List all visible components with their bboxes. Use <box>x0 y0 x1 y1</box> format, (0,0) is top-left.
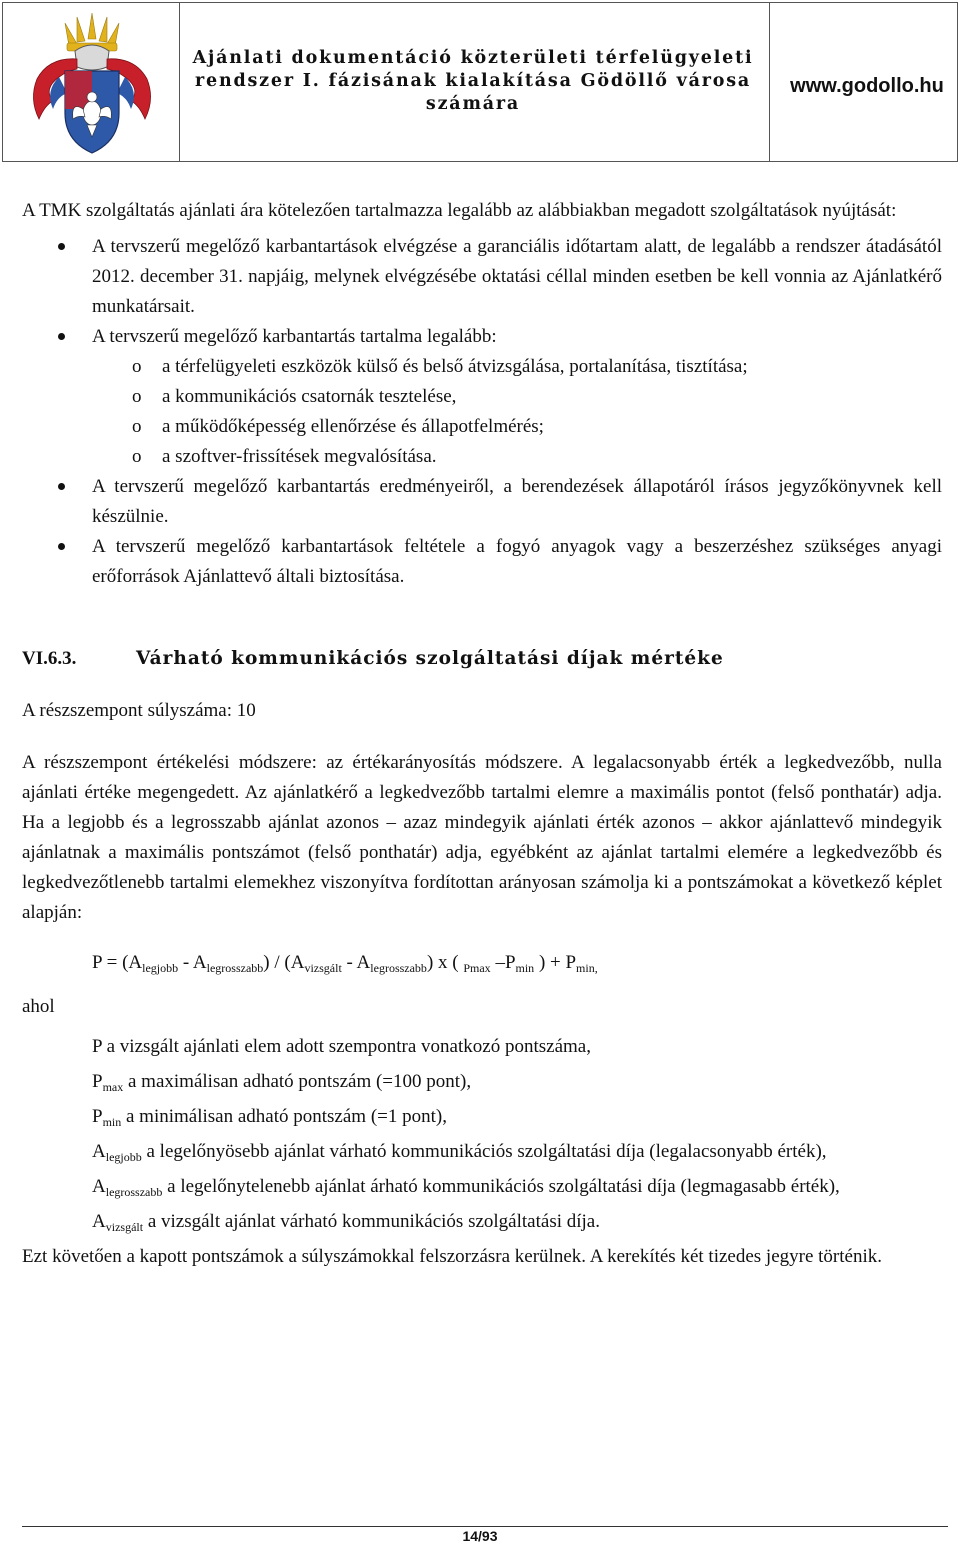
service-list <box>22 232 942 592</box>
list-item <box>22 322 942 472</box>
method-paragraph: A részszempont értékelési módszere: az értékarányosítás módszere. A legalacsonyabb érték a legkedvezőbb, nulla ajánlati értéke megengedett. Az ajánlatkérő a legkedvezőbb tartalmi elemre a maximális pontot (felső ponthatár) adja. Ha a legjobb és a legrosszabb ajánlat azonos – azaz mindegyik ajánlati érték azonos – akkor ajánlattevő mindegyik ajánlatnak a maximális pontszámot (felső ponthatár) adja, egyébként az ajánlat tartalmi elemére a legkedvezőbb és legkedvezőtlenebb tartalmi elemekhez viszonyítva fordítottan arányosan számolja ki a pontszámokat a következő képlet alapján: <box>22 752 942 923</box>
section-heading <box>22 644 942 674</box>
list-item: A tervszerű megelőző karbantartások feltétele a fogyó anyagok vagy a beszerzéshez szükséges anyagi erőforrások Ajánlattevő általi biztosítása. <box>22 532 942 592</box>
definition-item: $P_{max}$ a maximálisan adható pontszám (=100 pont), <box>92 1071 472 1094</box>
sub-list <box>92 352 942 472</box>
page-header <box>2 2 958 162</box>
definitions-list <box>22 1032 942 1237</box>
section-title: Várható kommunikációs szolgáltatási díjak mértéke <box>136 648 724 669</box>
weight-line <box>22 696 942 726</box>
intro-paragraph: A TMK szolgáltatás ajánlati ára kötelezően tartalmazza legalább az alábbiakban megadott szolgáltatások nyújtását: <box>22 200 897 221</box>
definition-item: $P_{min}$ a minimálisan adható pontszám (=1 pont), <box>92 1106 447 1129</box>
definition-item: P a vizsgált ajánlati elem adott szempontra vonatkozó pontszáma, <box>92 1036 591 1057</box>
scoring-formula: $P = (A_{legjobb} - A_{legrosszabb}) / (A_{vizsgált} - A_{legrosszabb})$ x ( $_{Pmax}$ $-P_{min}$ ) + $P_{min,}$ <box>92 952 598 975</box>
page-number: 14/93 <box>462 1528 498 1544</box>
weight-value: 10 <box>236 700 256 721</box>
list-item-label: A tervszerű megelőző karbantartás tartalma legalább: <box>92 326 497 347</box>
document-body <box>22 196 942 1272</box>
closing-paragraph: Ezt követően a kapott pontszámok a súlyszámokkal felszorzásra kerülnek. A kerekítés két tizedes jegyre történik. <box>22 1246 882 1267</box>
definition-item: $A_{vizsgált}$ a vizsgált ajánlat várható kommunikációs szolgáltatási díja. <box>92 1211 600 1234</box>
definition-item: $A_{legrosszabb}$ a legelőnytelenebb ajánlat árható kommunikációs szolgáltatási díja (legmagasabb érték), <box>92 1176 840 1199</box>
section-number: VI.6.3. <box>22 648 77 669</box>
city-crest-logo <box>19 9 165 157</box>
ahol-label: ahol <box>22 996 55 1017</box>
sub-list-item: o a kommunikációs csatornák tesztelése, <box>92 382 942 412</box>
footer-divider <box>22 1526 948 1527</box>
weight-label: A részszempont súlyszáma: <box>22 700 237 721</box>
document-title: Ajánlati dokumentáció közterületi térfelügyeleti rendszer I. fázisának kialakítása Gödöllő városa számára <box>192 48 754 114</box>
list-item: A tervszerű megelőző karbantartások elvégzése a garanciális időtartam alatt, de legalább a rendszer átadásától 2012. december 31. napjáig, melynek elvégzésébe oktatási céllal minden esetben be kell vonnia az Ajánlatkérő munkatársait. <box>22 232 942 322</box>
sub-list-item: o a térfelügyeleti eszközök külső és belső átvizsgálása, portalanítása, tisztítása; <box>92 352 942 382</box>
list-item: A tervszerű megelőző karbantartás eredményeiről, a berendezések állapotáról írásos jegyzőkönyvnek kell készülnie. <box>22 472 942 532</box>
definition-item: $A_{legjobb}$ a legelőnyösebb ajánlat várható kommunikációs szolgáltatási díja (legalacsonyabb érték), <box>92 1141 827 1164</box>
website-url[interactable]: www.godollo.hu <box>790 75 944 97</box>
sub-list-item: o a szoftver-frissítések megvalósítása. <box>92 442 942 472</box>
sub-list-item: o a működőképesség ellenőrzése és állapotfelmérés; <box>92 412 942 442</box>
